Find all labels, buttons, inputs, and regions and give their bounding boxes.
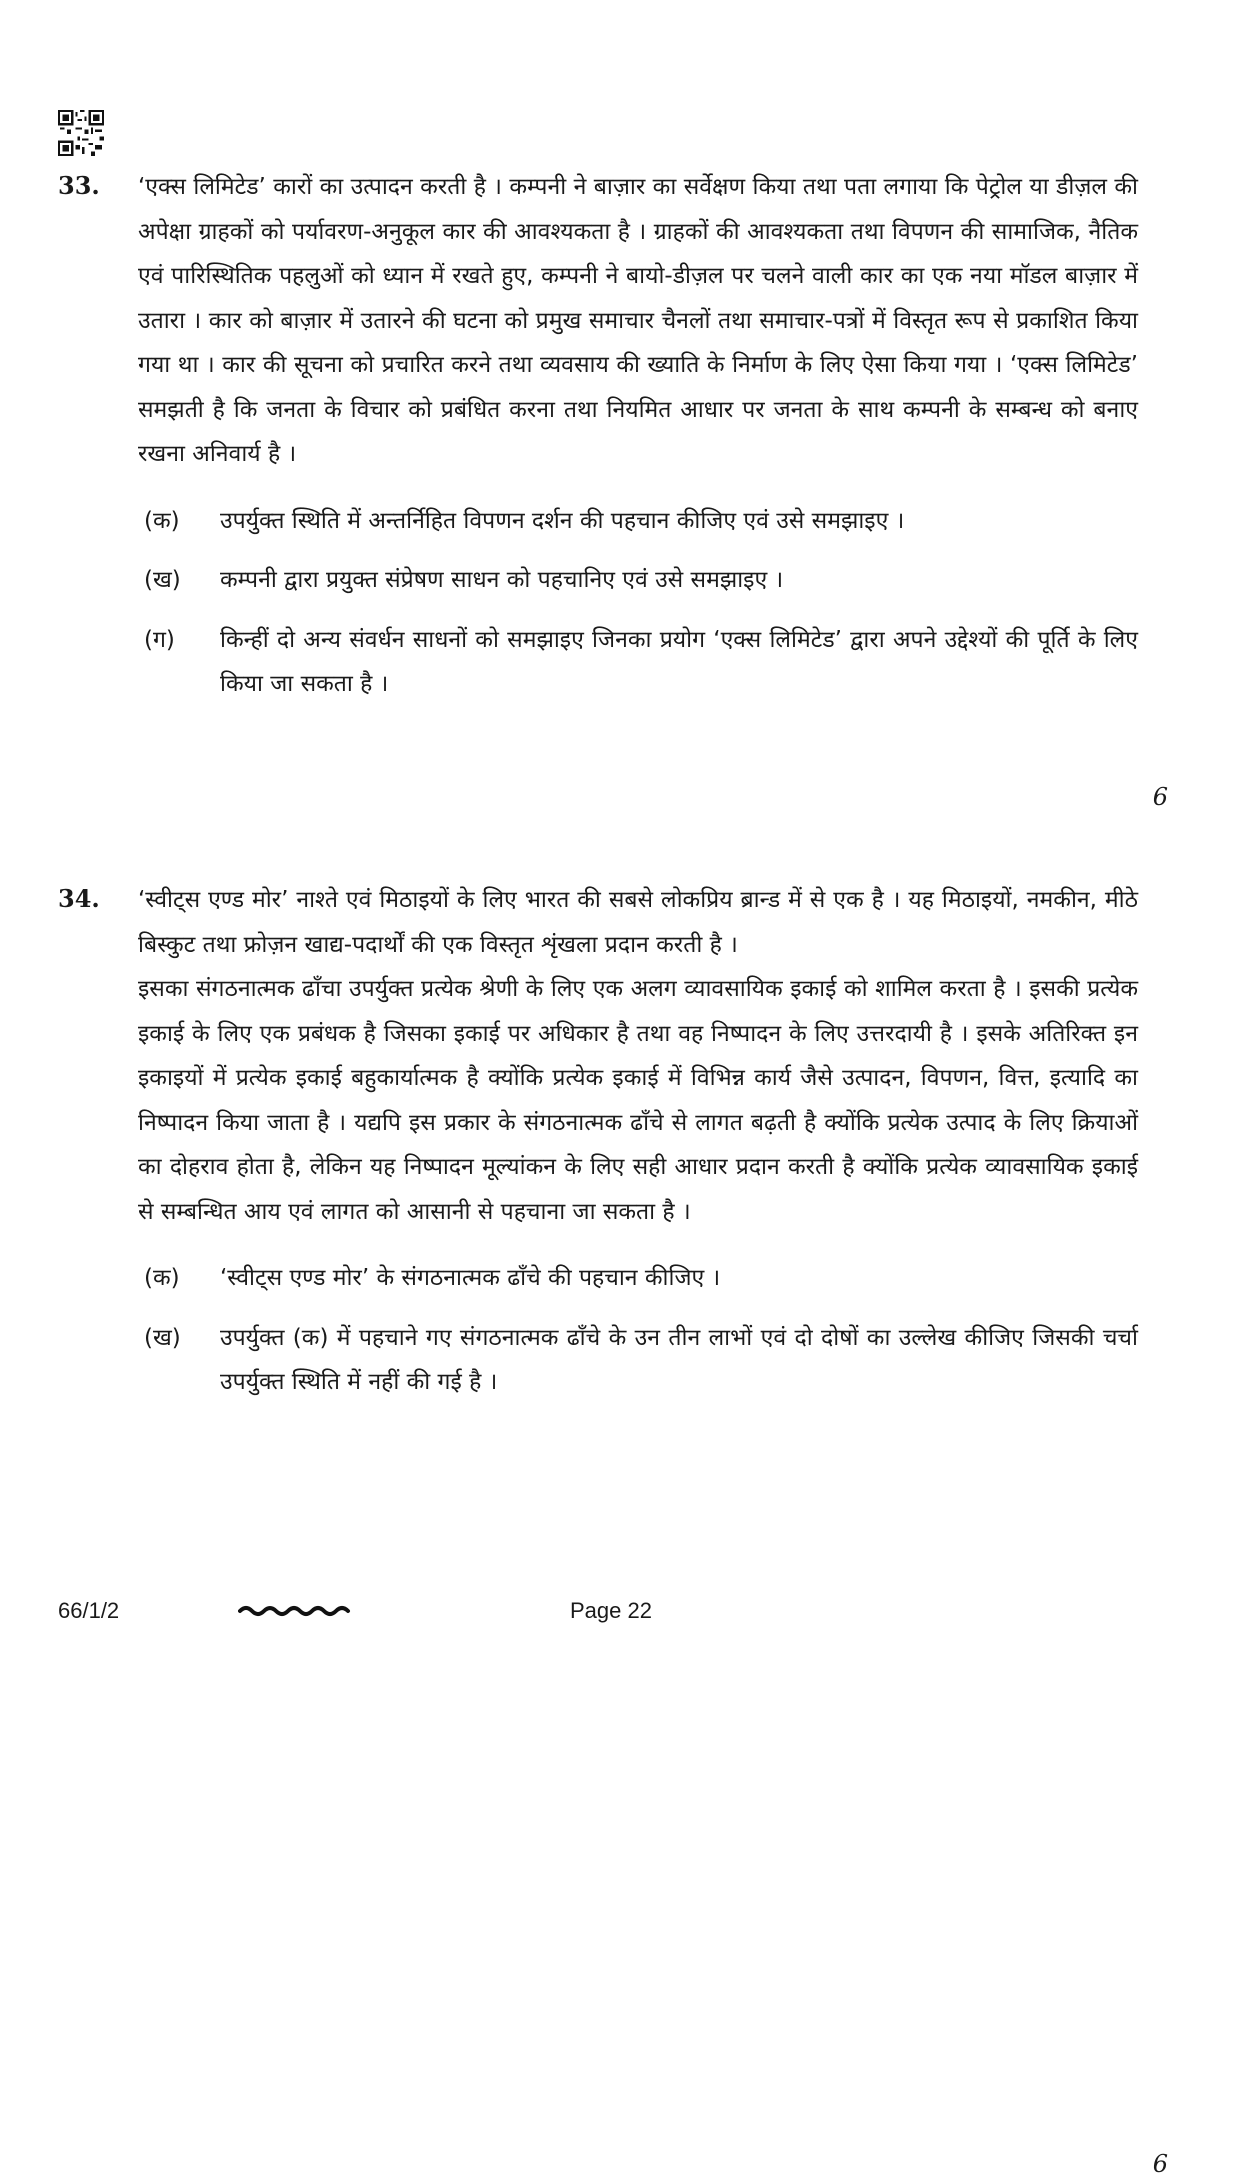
question-paragraph: ‘एक्स लिमिटेड’ कारों का उत्पादन करती है । कम्पनी ने बाज़ार का सर्वेक्षण किया तथा पता लगाया कि पेट्रोल या डीज़ल की अपेक्षा ग्राहकों को पर्यावरण-अनुकूल कार की आवश्यकता है । ग्राहकों की आवश्यकता तथा विपणन की सामाजिक, नैतिक एवं पारिस्थितिक पहलुओं को ध्यान में रखते हुए, कम्पनी ने बायो-डीज़ल पर चलने वाली कार का एक नया मॉडल बाज़ार में उतारा । कार को बाज़ार में उतारने की घटना को प्रमुख समाचार चैनलों तथा समाचार-पत्रों में विस्तृत रूप से प्रकाशित किया गया था । कार की सूचना को प्रचारित करने तथा व्यवसाय की ख्याति के निर्माण के लिए ऐसा किया गया । ‘एक्स लिमिटेड’ समझती है कि जनता के विचार को प्रबंधित करना तथा नियमित आधार पर जनता के साथ कम्पनी के सम्बन्ध को बनाए रखना अनिवार्य है ।: [138, 174, 1138, 467]
subpart-label: (क): [144, 507, 180, 534]
subpart-ga: [138, 618, 1138, 707]
question-paragraph: ‘स्वीट्स एण्ड मोर’ नाश्ते एवं मिठाइयों के लिए भारत की सबसे लोकप्रिय ब्रान्ड में से एक है । यह मिठाइयों, नमकीन, मीठे बिस्कुट तथा फ्रोज़न खाद्य-पदार्थों की एक विस्तृत शृंखला प्रदान करती है ।: [138, 887, 1138, 958]
marks: 6: [1152, 2150, 1168, 2178]
page-number: Page 22: [570, 1598, 652, 1623]
subpart-label: (ग): [144, 626, 175, 653]
subpart-text: उपर्युक्त (क) में पहचाने गए संगठनात्मक ढाँचे के उन तीन लाभों एवं दो दोषों का उल्लेख कीजिए जिसकी चर्चा उपर्युक्त स्थिति में नहीं की गई है ।: [220, 1324, 1138, 1395]
subpart-ka: [138, 499, 1138, 544]
subpart-kha: [138, 558, 1138, 603]
subpart-kha: [138, 1316, 1138, 1405]
question-number: 33.: [58, 171, 100, 200]
qr-code-icon: [58, 110, 104, 156]
subpart-text: उपर्युक्त स्थिति में अन्तर्निहित विपणन दर्शन की पहचान कीजिए एवं उसे समझाइए ।: [220, 507, 905, 534]
subpart-label: (ख): [144, 567, 181, 593]
question-33: [58, 165, 1168, 811]
marks: 6: [1152, 783, 1168, 811]
question-number: 34.: [58, 884, 100, 913]
subpart-text: किन्हीं दो अन्य संवर्धन साधनों को समझाइए जिनका प्रयोग ‘एक्स लिमिटेड’ द्वारा अपने उद्देश्यों की पूर्ति के लिए किया जा सकता है ।: [220, 626, 1138, 697]
subpart-label: (क): [144, 1265, 180, 1291]
subpart-text: कम्पनी द्वारा प्रयुक्त संप्रेषण साधन को पहचानिए एवं उसे समझाइए ।: [220, 567, 784, 593]
paper-code: 66/1/2: [58, 1598, 120, 1623]
wave-ornament-icon: [238, 1604, 353, 1618]
subpart-ka: [138, 1256, 1138, 1301]
subpart-text: ‘स्वीट्स एण्ड मोर’ के संगठनात्मक ढाँचे की पहचान कीजिए ।: [220, 1265, 721, 1291]
question-paragraph: इसका संगठनात्मक ढाँचा उपर्युक्त प्रत्येक श्रेणी के लिए एक अलग व्यावसायिक इकाई को शामिल करता है । इसकी प्रत्येक इकाई के लिए एक प्रबंधक है जिसका इकाई पर अधिकार है तथा वह निष्पादन के लिए उत्तरदायी है । इसके अतिरिक्त इन इकाइयों में प्रत्येक इकाई बहुकार्यात्मक है क्योंकि प्रत्येक इकाई में विभिन्न कार्य जैसे उत्पादन, विपणन, वित्त, इत्यादि का निष्पादन किया जाता है । यद्यपि इस प्रकार के संगठनात्मक ढाँचे से लागत बढ़ती है क्योंकि प्रत्येक उत्पाद के लिए क्रियाओं का दोहराव होता है, लेकिन यह निष्पादन मूल्यांकन के लिए सही आधार प्रदान करती है क्योंकि प्रत्येक व्यावसायिक इकाई से सम्बन्धित आय एवं लागत को आसानी से पहचाना जा सकता है ।: [138, 976, 1138, 1225]
subpart-label: (ख): [144, 1324, 181, 1351]
